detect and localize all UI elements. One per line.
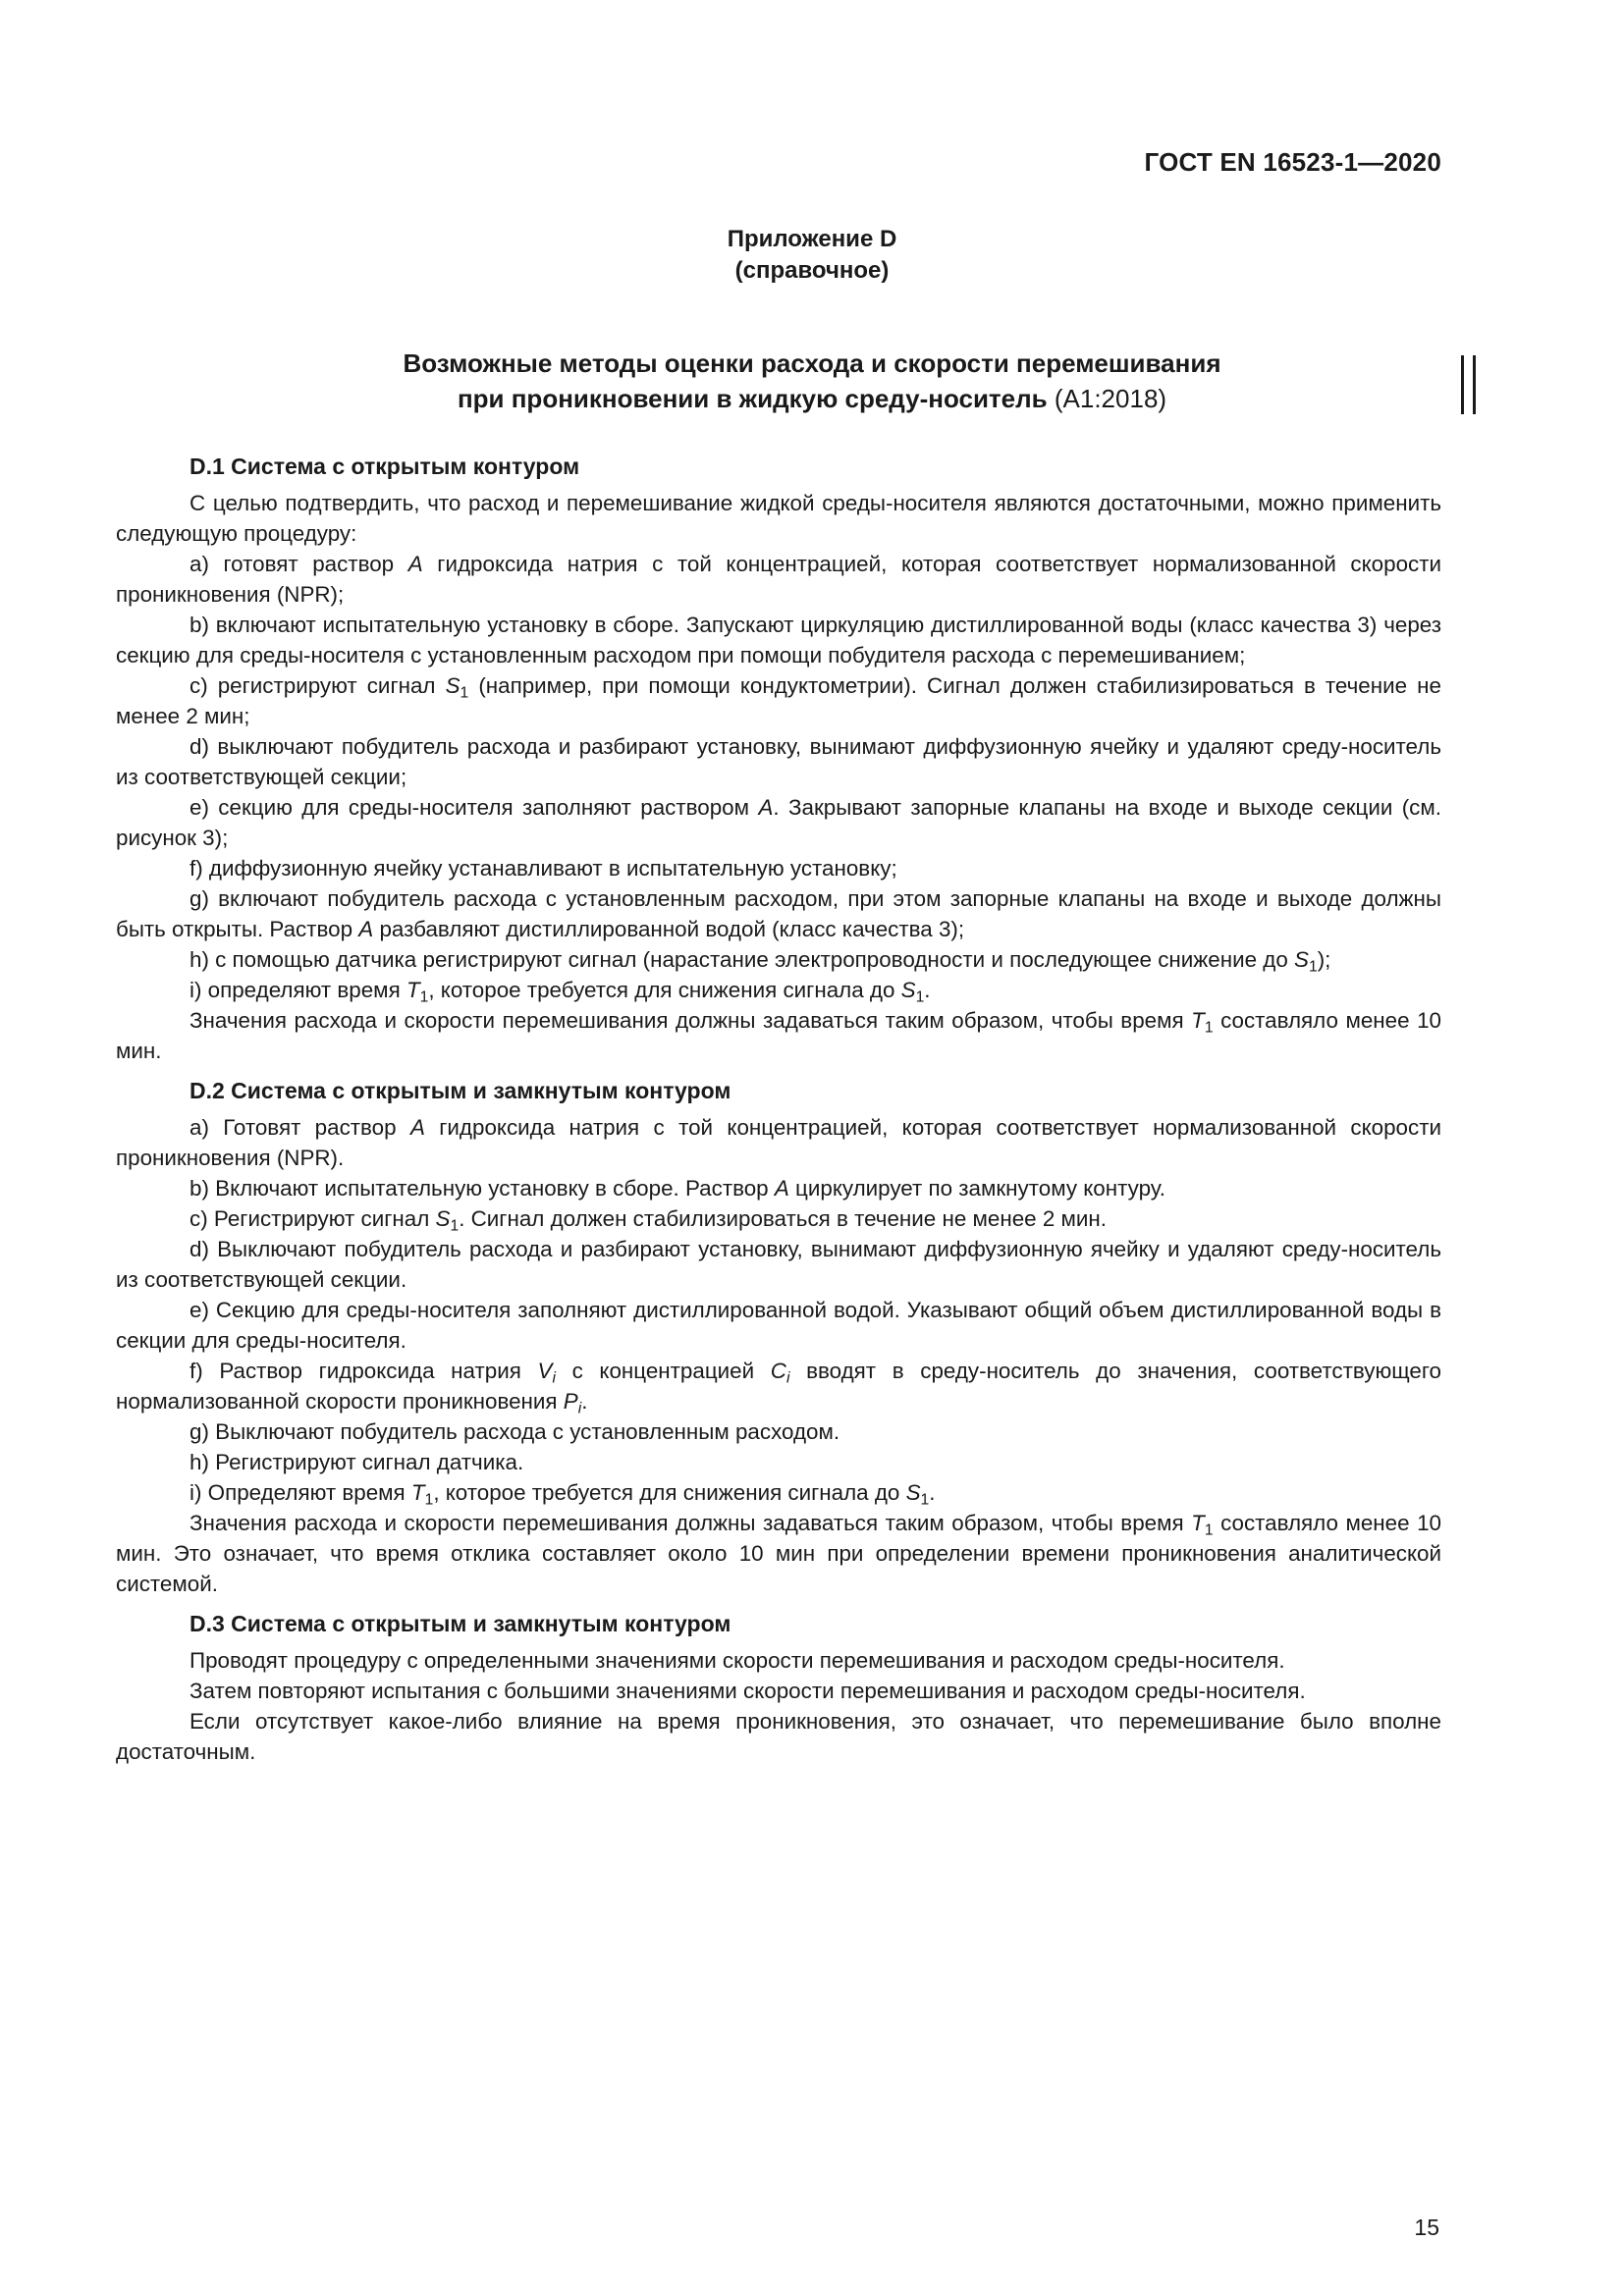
d2-item-c: c) Регистрируют сигнал $S_1$. Сигнал должен стабилизироваться в течение не менее 2 мин. bbox=[189, 1206, 1108, 1235]
section-d2-heading: D.2 Система с открытым и замкнутым контуром bbox=[189, 1078, 731, 1103]
d3-paragraph-3: Если отсутствует какое-либо влияние на время проникновения, это означает, что перемешивание было вполне достаточным. bbox=[116, 1709, 1441, 1764]
d2-item-g: g) Выключают побудитель расхода с установленным расходом. bbox=[189, 1419, 840, 1444]
title-line-1: Возможные методы оценки расхода и скорости перемешивания bbox=[403, 348, 1221, 378]
d3-paragraph-2: Затем повторяют испытания с большими значениями скорости перемешивания и расходом среды-носителя. bbox=[189, 1679, 1306, 1703]
d1-item-e: e) секцию для среды-носителя заполняют раствором A. Закрывают запорные клапаны на входе и выходе секции (см. рисунок 3); bbox=[116, 795, 1441, 850]
d1-item-h: h) с помощью датчика регистрируют сигнал (нарастание электропроводности и последующее снижение до $S_1$); bbox=[189, 947, 1331, 976]
d1-item-c: c) регистрируют сигнал $S_1$ (например, при помощи кондуктометрии). Сигнал должен стабилизироваться в течение не менее 2 мин; bbox=[116, 673, 1441, 728]
title-line-2 bbox=[0, 381, 1624, 416]
d3-paragraph-1: Проводят процедуру с определенными значениями скорости перемешивания и расходом среды-носителя. bbox=[189, 1648, 1285, 1673]
section-d1-heading: D.1 Система с открытым контуром bbox=[189, 454, 580, 479]
section-d3-heading: D.3 Система с открытым и замкнутым контуром bbox=[189, 1611, 731, 1636]
d1-item-i: i) определяют время $T_1$, которое требуется для снижения сигнала до $S_1$. bbox=[189, 978, 931, 1006]
annex-type: (справочное) bbox=[734, 257, 890, 284]
page-number: 15 bbox=[1414, 2215, 1439, 2240]
change-bar-left bbox=[1461, 355, 1464, 414]
d2-conclusion: Значения расхода и скорости перемешивания должны задаваться таким образом, чтобы время $T_1$ составляло менее 10 мин. Это означает, что время отклика составляет около 10 мин при определении времени проникновения аналитической системой. bbox=[116, 1511, 1441, 1596]
d2-item-i: i) Определяют время $T_1$, которое требуется для снижения сигнала до $S_1$. bbox=[189, 1480, 936, 1509]
d2-item-b: b) Включают испытательную установку в сборе. Раствор A циркулирует по замкнутому контуру. bbox=[189, 1176, 1165, 1201]
annex-title bbox=[0, 346, 1624, 416]
change-marker bbox=[1461, 355, 1479, 414]
annex-label: Приложение D bbox=[727, 226, 897, 252]
d1-item-d: d) выключают побудитель расхода и разбирают установку, вынимают диффузионную ячейку и удаляют среду-носитель из соответствующей секции; bbox=[116, 734, 1441, 789]
standard-number: ГОСТ EN 16523-1—2020 bbox=[1144, 147, 1441, 177]
amendment-reference: (А1:2018) bbox=[1054, 384, 1167, 413]
change-bar-right bbox=[1473, 355, 1476, 414]
d1-item-f: f) диффузионную ячейку устанавливают в испытательную установку; bbox=[189, 856, 897, 881]
d2-item-h: h) Регистрируют сигнал датчика. bbox=[189, 1450, 524, 1474]
d2-item-f: f) Раствор гидроксида натрия $V_i$ с концентрацией $C_i$ вводят в среду-носитель до значения, соответствующего нормализованной скорости проникновения $P_i$. bbox=[116, 1359, 1441, 1417]
d1-intro: С целью подтвердить, что расход и перемешивание жидкой среды-носителя являются достаточными, можно применить следующую процедуру: bbox=[116, 491, 1441, 546]
d2-item-a: a) Готовят раствор A гидроксида натрия с той концентрацией, которая соответствует нормализованной скорости проникновения (NPR). bbox=[116, 1115, 1441, 1170]
title-line-2-text: при проникновении в жидкую среду-носитель bbox=[457, 384, 1048, 413]
d1-item-a: a) готовят раствор A гидроксида натрия с той концентрацией, которая соответствует нормализованной скорости проникновения (NPR); bbox=[116, 552, 1441, 607]
d1-item-b: b) включают испытательную установку в сборе. Запускают циркуляцию дистиллированной воды (класс качества 3) через секцию для среды-носителя с установленным расходом при помощи побудителя расхода с перемешиванием; bbox=[116, 613, 1441, 667]
d2-item-e: e) Секцию для среды-носителя заполняют дистиллированной водой. Указывают общий объем дистиллированной воды в секции для среды-носителя. bbox=[116, 1298, 1441, 1353]
document-body bbox=[116, 442, 1441, 1767]
d1-item-g: g) включают побудитель расхода с установленным расходом, при этом запорные клапаны на входе и выходе должны быть открыты. Раствор A разбавляют дистиллированной водой (класс качества 3); bbox=[116, 886, 1441, 941]
d2-item-d: d) Выключают побудитель расхода и разбирают установку, вынимают диффузионную ячейку и удаляют среду-носитель из соответствующей секции. bbox=[116, 1237, 1441, 1292]
annex-heading bbox=[0, 224, 1624, 287]
d1-conclusion: Значения расхода и скорости перемешивания должны задаваться таким образом, чтобы время $T_1$ составляло менее 10 мин. bbox=[116, 1008, 1441, 1063]
